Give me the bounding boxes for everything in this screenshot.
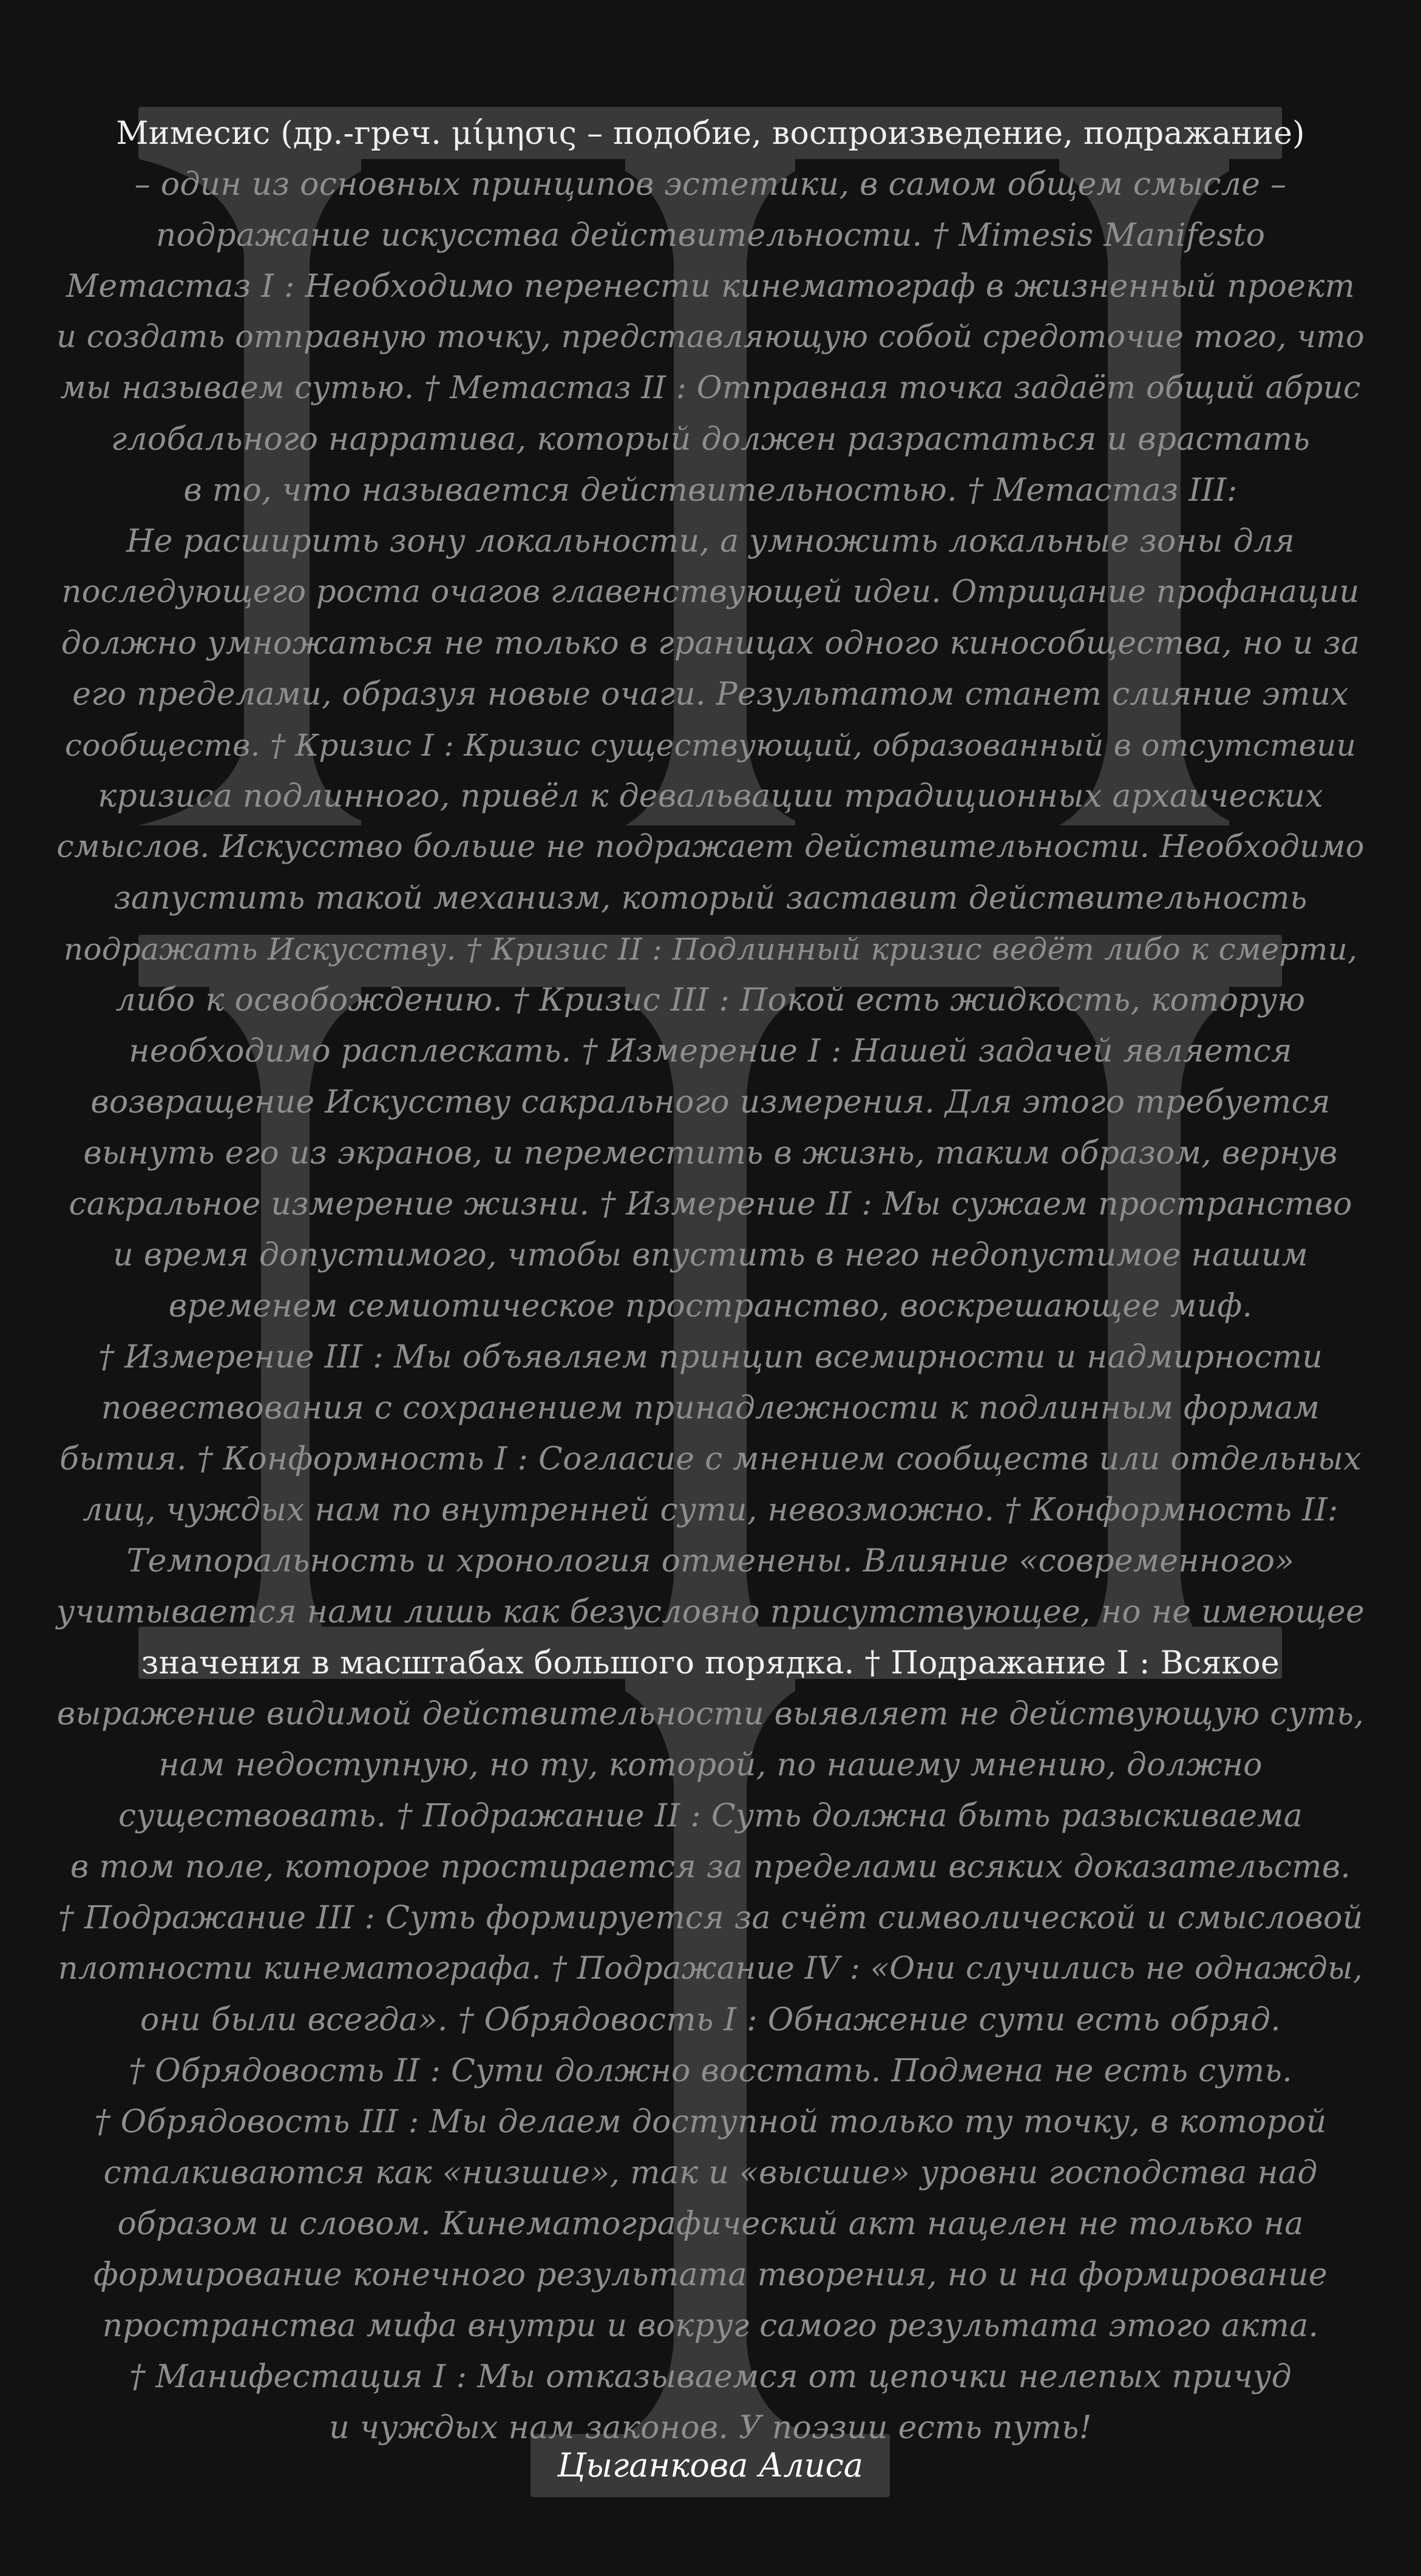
text-line: подражание искусства действительности. † Mimesis Manifesto — [155, 217, 1266, 254]
text-line: вынуть его из экранов, и переместить в жизнь, таким образом, вернув — [83, 1135, 1338, 1171]
text-line: его пределами, образуя новые очаги. Результатом станет слияние этих — [72, 676, 1349, 713]
text-line: кризиса подлинного, привёл к девальвации традиционных архаических — [98, 778, 1323, 815]
text-line: смыслов. Искусство больше не подражает действительности. Необходимо — [56, 829, 1365, 865]
text-line: и время допустимого, чтобы впустить в него недопустимое нашим — [113, 1237, 1308, 1273]
author-signature: Цыганкова Алиса — [557, 2446, 864, 2484]
text-line: Не расширить зону локальности, а умножить локальные зоны для — [126, 523, 1295, 560]
text-line: они были всегда». † Обрядовость I : Обнажение сути есть обряд. — [140, 2002, 1281, 2038]
text-line: либо к освобождению. † Кризис III : Покой есть жидкость, которую — [115, 982, 1306, 1019]
text-line: Метастаз I : Необходимо перенести кинематограф в жизненный проект — [66, 268, 1355, 305]
text-line: сталкиваются как «низшие», так и «высшие» уровни господства над — [103, 2155, 1318, 2191]
text-line: образом и словом. Кинематографический акт нацелен не только на — [117, 2206, 1304, 2242]
text-line: существовать. † Подражание II : Суть должна быть разыскиваема — [118, 1798, 1303, 1834]
text-line: повествования с сохранением принадлежности к подлинным формам — [101, 1390, 1320, 1426]
text-line: в то, что называется действительностью. † Метастаз III: — [183, 472, 1238, 509]
text-line: плотности кинематографа. † Подражание IV : «Они случились не однажды, — [58, 1951, 1363, 1987]
text-line: учитывается нами лишь как безусловно присутствующее, но не имеющее — [56, 1594, 1365, 1630]
text-line: сообществ. † Кризис I : Кризис существующий, образованный в отсутствии — [64, 728, 1357, 763]
text-line: пространства мифа внутри и вокруг самого результата этого акта. — [102, 2308, 1319, 2344]
text-line: и чуждых нам законов. У поэзии есть путь! — [329, 2410, 1092, 2446]
text-line: последующего роста очагов главенствующей идеи. Отрицание профанации — [61, 574, 1360, 610]
text-line: Темпоральность и хронология отменены. Влияние «современного» — [126, 1543, 1295, 1579]
text-line: † Манифестация I : Мы отказываемся от цепочки нелепых причуд — [129, 2359, 1292, 2395]
text-line: бытия. † Конформность I : Согласие с мнением сообществ или отдельных — [59, 1441, 1362, 1477]
text-line: выражение видимой действительности выявляет не действующую суть, — [56, 1696, 1365, 1732]
text-line: сакральное измерение жизни. † Измерение II : Мы сужаем пространство — [69, 1186, 1352, 1222]
text-line: † Обрядовость II : Сути должно восстать. Подмена не есть суть. — [129, 2053, 1292, 2089]
text-line: глобального нарратива, который должен разрастаться и врастать — [110, 421, 1311, 458]
text-line: формирование конечного результата творения, но и на формирование — [93, 2257, 1328, 2293]
text-line: Мимесис (др.-греч. μίμησις – подобие, воспроизведение, подражание) — [116, 115, 1305, 152]
text-line: † Измерение III : Мы объявляем принцип всемирности и надмирности — [98, 1339, 1323, 1375]
text-line: † Обрядовость III : Мы делаем доступной только ту точку, в которой — [94, 2104, 1327, 2140]
text-line: подражать Искусству. † Кризис II : Подлинный кризис ведёт либо к смерти, — [63, 932, 1358, 967]
text-line: запустить такой механизм, который заставит действительность — [114, 880, 1307, 917]
text-line: временем семиотическое пространство, воскрешающее миф. — [168, 1288, 1253, 1324]
text-line: мы называем сутью. † Метастаз II : Отправная точка задаёт общий абрис — [60, 370, 1361, 406]
text-line: лиц, чуждых нам по внутренней сути, невозможно. † Конформность II: — [83, 1492, 1338, 1528]
text-line: нам недоступную, но ту, которой, по нашему мнению, должно — [158, 1747, 1263, 1783]
text-line: должно умножаться не только в границах одного кинособщества, но и за — [61, 625, 1360, 662]
text-line: возвращение Искусству сакрального измерения. Для этого требуется — [90, 1084, 1331, 1120]
text-line: – один из основных принципов эстетики, в самом общем смысле – — [134, 166, 1287, 203]
text-line: в том поле, которое простирается за пределами всяких доказательств. — [70, 1849, 1351, 1885]
text-line: значения в масштабах большого порядка. † Подражание I : Всякое — [141, 1645, 1280, 1681]
text-line: † Подражание III : Суть формируется за счёт символической и смысловой — [58, 1900, 1363, 1936]
text-line: необходимо расплескать. † Измерение I : Нашей задачей является — [129, 1033, 1292, 1069]
text-line: и создать отправную точку, представляющую собой средоточие того, что — [56, 319, 1365, 355]
